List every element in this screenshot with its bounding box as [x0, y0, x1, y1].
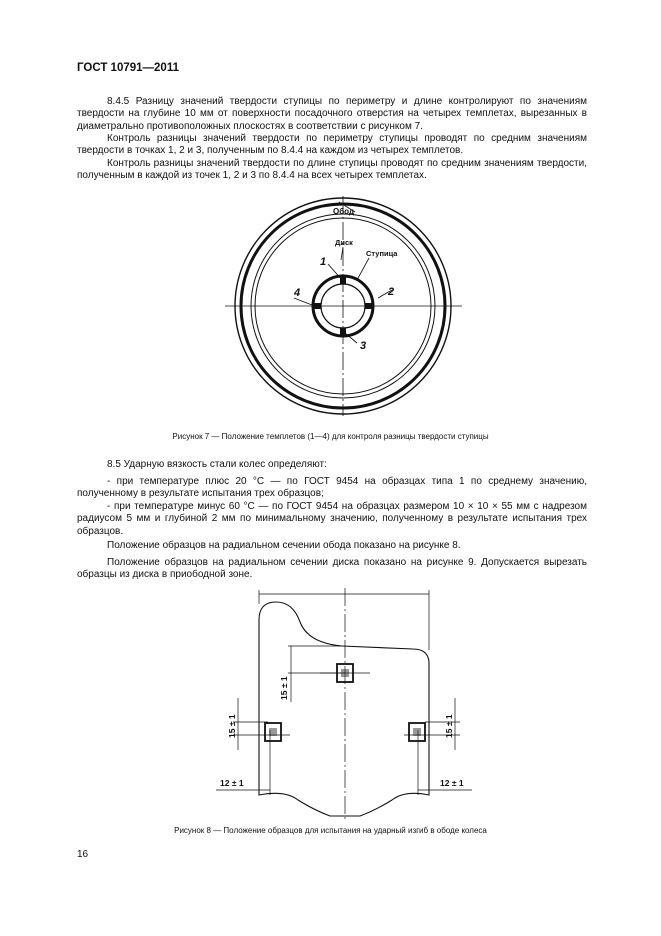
label-rim: Обод [333, 207, 355, 216]
dim-right-text: 15 ± 1 [444, 714, 454, 738]
dim-top-text: 15 ± 1 [279, 676, 289, 700]
specimen-right-hatch [413, 728, 421, 736]
dim-bottom-right-text: 12 ± 1 [440, 778, 464, 788]
page-number: 16 [77, 849, 89, 860]
figure-7-caption: Рисунок 7 — Положение темплетов (1—4) для контроля разницы твердости ступицы [172, 432, 489, 441]
paragraph-rim-section: Положение образцов на радиальном сечении обода показано на рисунке 8. [107, 540, 461, 551]
leader-hub [357, 258, 369, 280]
specimen-center-hatch [341, 669, 349, 677]
paragraph-hub-length: Контроль разницы значений твердости по длине ступицы проводят по средним значениям твердости, полученным в каждой из точек 1, 2 и 3 по 8.4.4 на всех четырех темплетах. [77, 158, 587, 182]
paragraph-hub-perimeter: Контроль разницы значений твердости по периметру ступицы проводят по средним значениям твердости в точках 1, 2 и 3, полученным по 8.4.4 на каждом из четырех темплетов. [77, 133, 587, 157]
templet-marker-4 [313, 303, 321, 309]
marker-label-3: 3 [360, 340, 367, 352]
paragraph-8-4-5: 8.4.5 Разницу значений твердости ступицы по периметру и длине контролируют по значениям твердости на глубине 10 мм от поверхности посадочного отверстия на четырех темплетах, вырезанных в диаметрально противоположных плоскостях в соответствии с рисунком 7. [77, 96, 587, 132]
marker-label-4: 4 [294, 287, 301, 299]
templet-marker-3 [340, 328, 346, 336]
paragraph-temp-minus-60: - при температуре минус 60 °С — по ГОСТ 9454 на образцах размером 10 × 10 × 55 мм с надрезом радиусом 5 мм и глубиной 2 мм по минимальному значению, полученному в результате испытания трех образцов. [77, 501, 587, 537]
figure-8-rim-section [0, 580, 661, 820]
marker-label-1: 1 [320, 256, 327, 268]
marker-label-2: 2 [388, 286, 395, 298]
leader-4 [294, 298, 312, 305]
paragraph-8-5: 8.5 Ударную вязкость стали колес определяют: [107, 459, 327, 470]
figure-8-caption: Рисунок 8 — Положение образцов для испытания на ударный изгиб в ободе колеса [174, 826, 487, 835]
dim-bottom-left-text: 12 ± 1 [220, 778, 244, 788]
templet-marker-2 [365, 303, 373, 309]
specimen-left-hatch [269, 728, 277, 736]
rim-profile [259, 602, 429, 816]
paragraph-disc-section: Положение образцов на радиальном сечении диска показано на рисунке 9. Допускается вырезать образцы из диска в приободной зоне. [77, 557, 587, 581]
label-hub: Ступица [366, 249, 398, 258]
paragraph-temp-plus-20: - при температуре плюс 20 °С — по ГОСТ 9454 на образцах типа 1 по среднему значению, полученному в результате испытания трех образцов; [77, 476, 587, 500]
page-header: ГОСТ 10791—2011 [77, 62, 179, 74]
figure-7-wheel-diagram [0, 0, 661, 440]
label-disc: Диск [335, 238, 353, 247]
templet-marker-1 [340, 276, 346, 284]
dim-left-text: 15 ± 1 [227, 714, 237, 738]
